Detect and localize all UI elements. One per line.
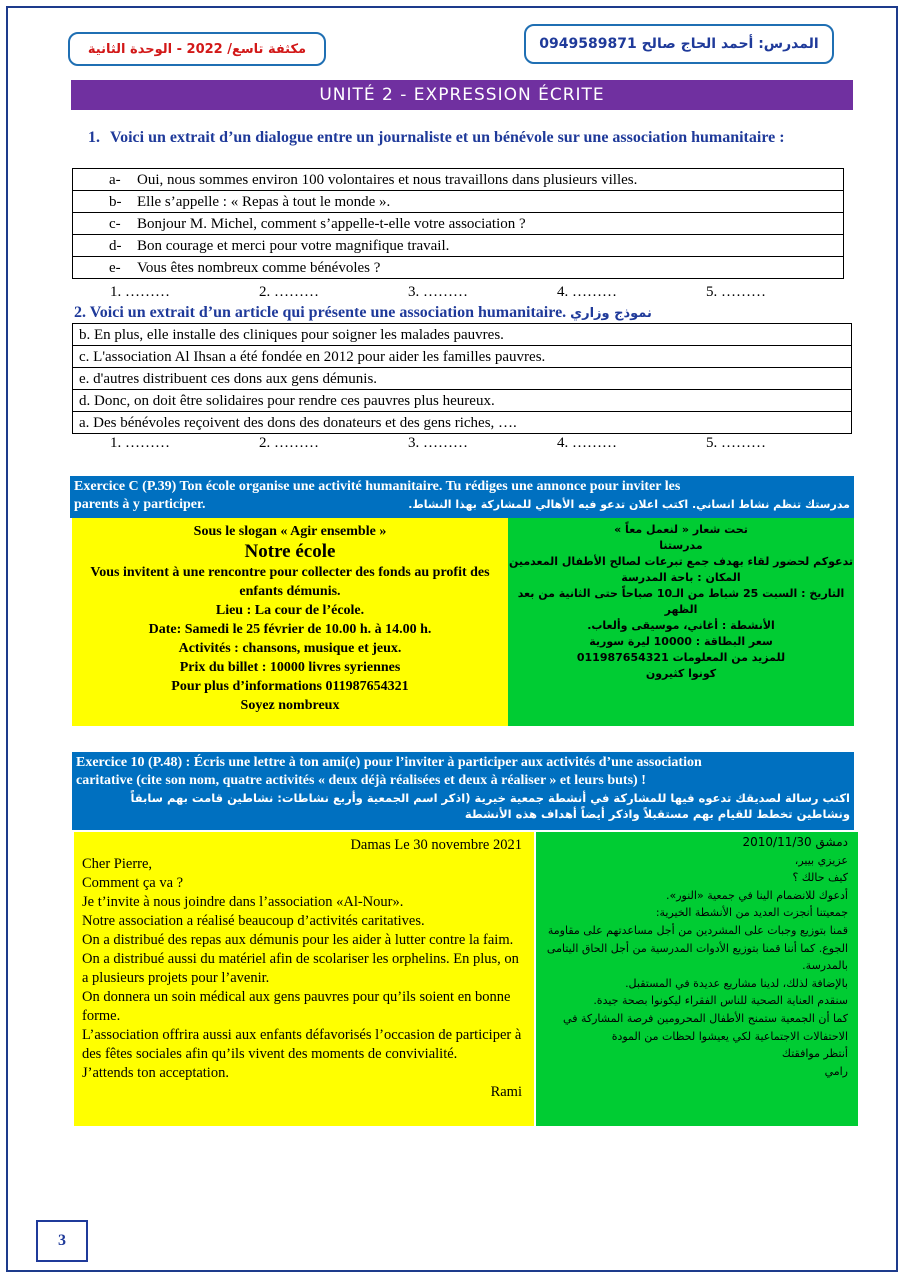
exercise-c-arabic: مدرستك تنظم نشاط انساني. اكتب اعلان تدعو فيه الأهالي للمشاركة بهذا النشاط. — [408, 498, 850, 511]
row-text: Bonjour M. Michel, comment s’appelle-t-elle votre association ? — [137, 215, 526, 232]
row-text: Bon courage et merci pour votre magnifique travail. — [137, 237, 450, 254]
row-text: Elle s’appelle : « Repas à tout le monde ». — [137, 193, 391, 210]
answer-slot[interactable]: 3. ……… — [408, 435, 468, 451]
course-label: مكثفة تاسع/ 2022 - الوحدة الثانية — [68, 32, 326, 66]
notice-line: تحت شعار « لنعمل معاً » — [614, 523, 748, 536]
answer-slot[interactable]: 5. ……… — [706, 435, 766, 451]
letter-line: Cher Pierre, — [82, 856, 153, 872]
exercise-c-line1: Exercice C (P.39) Ton école organise une activité humanitaire. Tu rédiges une annonce pour inviter les — [74, 479, 681, 494]
letter-signature: Rami — [490, 1084, 522, 1100]
letter-line: كيف حالك ؟ — [792, 871, 848, 885]
row-text: Oui, nous sommes environ 100 volontaires et nous travaillons dans plusieurs villes. — [137, 171, 638, 188]
notice-line: Soyez nombreux — [240, 698, 340, 713]
table-row — [73, 213, 844, 235]
page-number: 3 — [36, 1220, 88, 1262]
question-2-text: 2. Voici un extrait d’un article qui présente une association humanitaire. — [74, 304, 567, 321]
table-row — [73, 169, 844, 191]
notice-line: Vous invitent à une rencontre pour collecter des fonds au profit des enfants démunis. — [90, 565, 490, 599]
table-row: b. En plus, elle installe des cliniques pour soigner les malades pauvres. — [73, 324, 852, 346]
answer-slot[interactable]: 2. ……… — [259, 435, 319, 451]
question-1-title — [88, 128, 808, 147]
letter-line: عزيزي بيير، — [794, 853, 848, 867]
dialogue-table — [72, 168, 844, 279]
question-1-number: 1. — [88, 129, 100, 146]
letter-french — [74, 832, 534, 1126]
answer-slot[interactable]: 2. ……… — [259, 284, 319, 300]
notice-line: سعر البطاقة : 10000 ليرة سورية — [589, 635, 773, 648]
row-letter: a- — [109, 171, 121, 188]
notice-line: Date: Samedi le 25 février de 10.00 h. à 14.00 h. — [148, 622, 432, 637]
letter-arabic — [536, 832, 858, 1126]
exercise-c-header — [70, 476, 854, 518]
table-row: d. Donc, on doit être solidaires pour rendre ces pauvres plus heureux. — [73, 390, 852, 412]
letter-line: J’attends ton acceptation. — [82, 1065, 229, 1081]
unit-banner: UNITÉ 2 - EXPRESSION ÉCRITE — [71, 80, 853, 110]
teacher-label: المدرس: أحمد الحاج صالح 0949589871 — [524, 24, 834, 64]
notice-line: للمزيد من المعلومات 011987654321 — [576, 651, 786, 664]
notice-line: كونوا كثيرون — [645, 667, 717, 680]
row-text: Vous êtes nombreux comme bénévoles ? — [137, 259, 381, 276]
exercise-10-arabic1: اكتب رسالة لصديقك تدعوه فيها للمشاركة في أنشطة جمعية خيرية (اذكر اسم الجمعية وأربع نشاطات: نشاطين قامت بهم سابقاً — [130, 791, 850, 805]
letter-line: On a distribué des repas aux démunis pour les aider à lutter contre la faim. On a distribué aussi du matériel afin de scolariser les orphelins. En plus, on a plusieurs projets pour l’avenir. — [82, 932, 519, 986]
answer-slot[interactable]: 1. ……… — [110, 435, 170, 451]
notice-line: Activités : chansons, musique et jeux. — [178, 641, 402, 656]
letter-line: جمعيتنا أنجزت العديد من الأنشطة الخيرية: — [655, 906, 848, 920]
letter-line: سنقدم العناية الصحية للناس الفقراء ليكونوا بصحة جيدة. — [593, 994, 848, 1008]
letter-line: L’association offrira aussi aux enfants défavorisés l’occasion de participer à des fêtes sociales afin qu’ils vivent des moments de convivialité. — [82, 1027, 522, 1062]
letter-line: Je t’invite à nous joindre dans l’association «Al-Nour». — [82, 894, 404, 910]
letter-signature: رامي — [824, 1064, 848, 1078]
article-table — [72, 323, 852, 434]
letter-date: Damas Le 30 novembre 2021 — [350, 837, 522, 853]
question-2-title — [74, 304, 854, 322]
row-letter: c- — [109, 215, 121, 232]
notice-line: المكان : باحة المدرسة — [621, 571, 741, 584]
table-row — [73, 191, 844, 213]
letter-line: أدعوك للانضمام الينا في جمعية «النور». — [666, 888, 848, 902]
row-letter: d- — [109, 237, 122, 254]
exercise-10-header — [72, 752, 854, 830]
notice-line: Prix du billet : 10000 livres syriennes — [179, 660, 401, 675]
table-row — [73, 257, 844, 279]
notice-line: تدعوكم لحضور لقاء بهدف جمع تبرعات لصالح الأطفال المعدمين — [508, 555, 854, 568]
letter-line: بالإضافة لذلك، لدينا مشاريع عديدة في المستقبل. — [625, 976, 848, 990]
answer-row-2 — [110, 435, 855, 452]
exercise-10-line1: Exercice 10 (P.48) : Écris une lettre à ton ami(e) pour l’inviter à participer aux activités d’une association — [76, 755, 702, 770]
letter-line: قمنا بتوزيع وجبات على المشردين من أجل مساعدتهم على مقاومة الجوع. كما أننا قمنا بتوزيع الأدوات المدرسية من أجل الحاق اليتامى بالمدرسة. — [546, 923, 848, 973]
table-row: c. L'association Al Ihsan a été fondée en 2012 pour aider les familles pauvres. — [73, 346, 852, 368]
answer-slot[interactable]: 5. ……… — [706, 284, 766, 300]
notice-slogan: Sous le slogan « Agir ensemble » — [193, 524, 387, 539]
exercise-c-line2: parents à y participer. — [74, 497, 206, 512]
letter-line: On donnera un soin médical aux gens pauvres pour qu’ils soient en bonne forme. — [82, 989, 511, 1024]
notice-line: Lieu : La cour de l’école. — [215, 603, 365, 618]
notice-line: التاريخ : السبت 25 شباط من الـ10 صباحاً حتى الثانية من بعد الظهر — [517, 587, 845, 616]
table-row: e. d'autres distribuent ces dons aux gens démunis. — [73, 368, 852, 390]
notice-arabic — [508, 518, 854, 726]
table-row: a. Des bénévoles reçoivent des dons des donateurs et des gens riches, …. — [73, 412, 852, 434]
letter-date: دمشق 2010/11/30 — [742, 835, 848, 849]
notice-line: Pour plus d’informations 011987654321 — [171, 679, 409, 694]
letter-line: أنتظر موافقتك — [781, 1047, 848, 1061]
letter-line: Notre association a réalisé beaucoup d’activités caritatives. — [82, 913, 425, 929]
question-1-text: Voici un extrait d’un dialogue entre un journaliste et un bénévole sur une association humanitaire : — [110, 129, 785, 146]
row-letter: e- — [109, 259, 121, 276]
answer-slot[interactable]: 3. ……… — [408, 284, 468, 300]
notice-title: Notre école — [244, 541, 336, 562]
letter-line: كما أن الجمعية ستمنح الأطفال المحرومين فرصة المشاركة في الاحتفالات الاجتماعية لكي يعيشوا لحظات من المودة — [563, 1011, 848, 1043]
letter-line: Comment ça va ? — [82, 875, 184, 891]
notice-line: الأنشطة : أغاني، موسيقى وألعاب. — [587, 619, 775, 632]
exercise-10-arabic2: ونشاطين تخطط للقيام بهم مستقبلاً واذكر أيضاً أهداف هذه الأنشطة — [464, 807, 850, 821]
answer-slot[interactable]: 4. ……… — [557, 284, 617, 300]
notice-line: مدرستنا — [659, 539, 703, 552]
answer-slot[interactable]: 1. ……… — [110, 284, 170, 300]
answer-row-1 — [110, 284, 855, 301]
row-letter: b- — [109, 193, 122, 210]
table-row — [73, 235, 844, 257]
exercise-10-line2: caritative (cite son nom, quatre activités « deux déjà réalisées et deux à réaliser » et leurs buts) ! — [76, 773, 646, 788]
ministerial-tag: نموذج وزاري — [570, 306, 652, 321]
notice-french — [72, 518, 508, 726]
answer-slot[interactable]: 4. ……… — [557, 435, 617, 451]
